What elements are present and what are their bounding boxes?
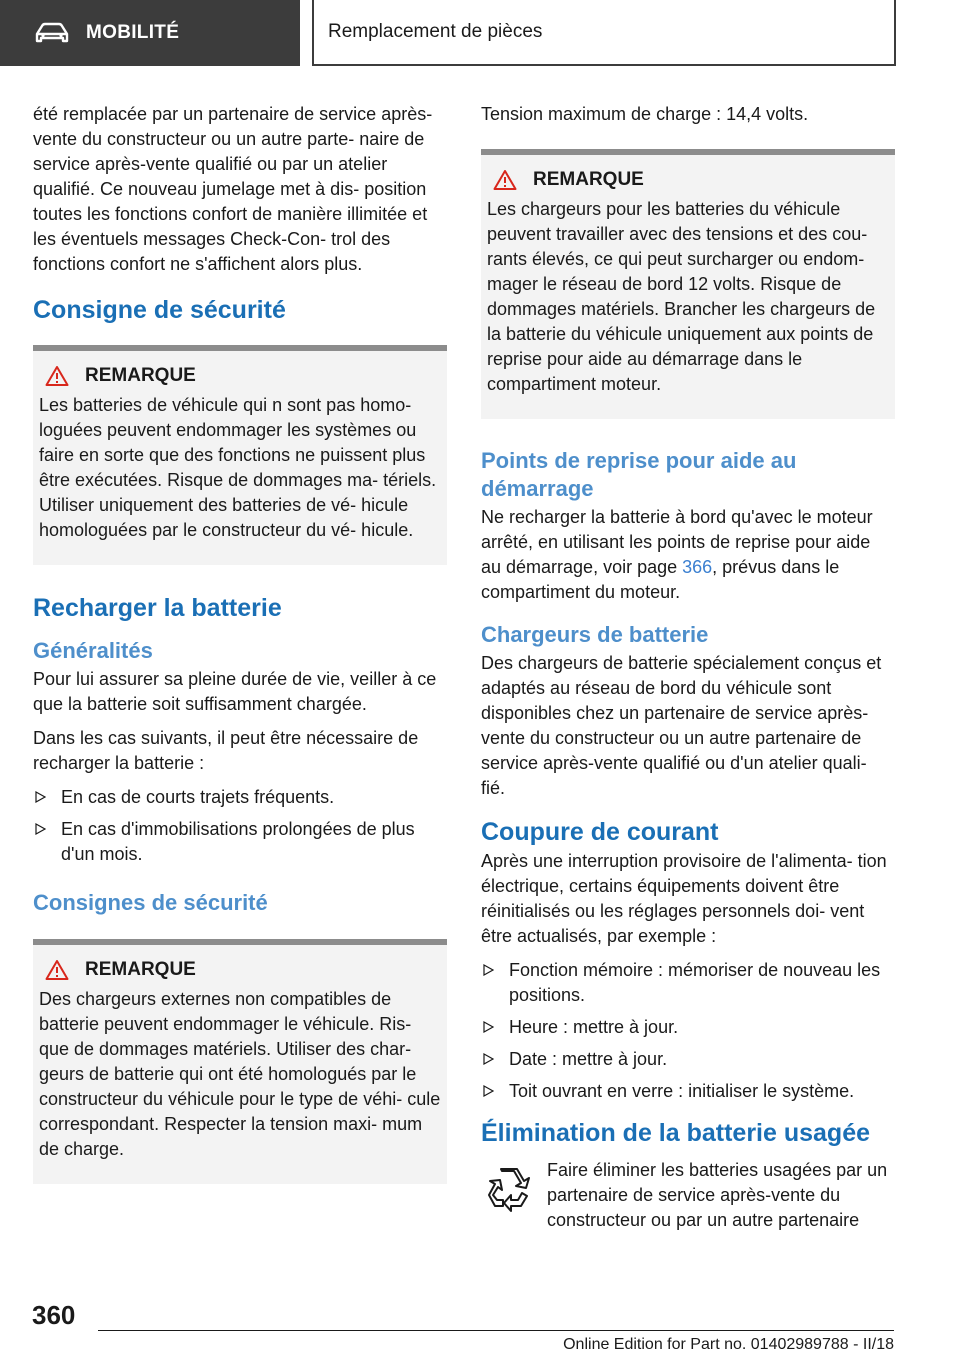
recycling-icon <box>481 1162 535 1216</box>
page-number: 360 <box>32 1300 76 1330</box>
triangle-bullet-icon <box>483 1021 494 1033</box>
triangle-bullet-icon <box>483 1053 494 1065</box>
page-reference-link[interactable]: 366 <box>682 557 713 577</box>
triangle-bullet-icon <box>483 1085 494 1097</box>
footer-divider <box>98 1330 894 1331</box>
section-label: MOBILITÉ <box>86 22 180 43</box>
warning-note-3 <box>481 149 895 419</box>
list-item: En cas d'immobilisations prolongées de plus d'un mois. <box>33 817 447 867</box>
triangle-bullet-icon <box>35 823 46 835</box>
right-column <box>481 102 895 1242</box>
heading-elimination: Élimination de la batterie usagée <box>481 1119 871 1147</box>
recycling-block <box>481 1158 895 1242</box>
note-text: Des chargeurs externes non compatibles de batterie peuvent endommager le véhicule. Ris- que de dommages matériels. Utiliser des char- geurs de batterie qui ont été homologués par le constructeur du véhicule pour le type de véhi- cule correspondant. Respecter la tension maxi- mum de charge. <box>39 989 441 1159</box>
warning-icon <box>45 959 69 981</box>
heading-recharger: Recharger la batterie <box>33 594 282 622</box>
car-icon <box>34 21 70 45</box>
list-item: En cas de courts trajets fréquents. <box>33 785 447 810</box>
generalites-paragraph-2: Dans les cas suivants, il peut être nécessaire de recharger la batterie : <box>33 728 419 773</box>
chargeurs-paragraph: Des chargeurs de batterie spécialement conçus et adaptés au réseau de bord du véhicule sont disponibles chez un partenaire de service après- vente du constructeur ou un autre partenaire de service après-vente qualifié ou d'un atelier quali- fié. <box>481 653 882 798</box>
list-item: Toit ouvrant en verre : initialiser le système. <box>481 1079 895 1104</box>
page-header <box>0 0 960 66</box>
points-paragraph: Ne recharger la batterie à bord qu'avec le moteur arrêté, en utilisant les points de reprise pour aide au démarrage, voir page 366, prévus dans le compartiment du moteur. <box>481 507 873 602</box>
note-title: REMARQUE <box>85 959 196 980</box>
heading-coupure: Coupure de courant <box>481 818 719 846</box>
recharge-cases-list <box>33 785 447 867</box>
coupure-paragraph: Après une interruption provisoire de l'alimenta- tion électrique, certains équipements doivent être réinitialisés ou les réglages personnels doi- vent être actualisés, par exemple : <box>481 851 887 946</box>
note-text: Les chargeurs pour les batteries du véhicule peuvent travailler avec des tensions et des cou- rants élevés, ce qui peut surcharger ou endom- mager le réseau de bord 12 volts. Risque de dommages matériels. Brancher les chargeurs de la batterie du véhicule uniquement aux points de reprise pour aide au démarrage dans le compartiment moteur. <box>487 199 876 394</box>
tension-paragraph: Tension maximum de charge : 14,4 volts. <box>481 104 809 124</box>
heading-chargeurs: Chargeurs de batterie <box>481 622 709 647</box>
warning-note-1 <box>33 345 447 565</box>
list-item: Heure : mettre à jour. <box>481 1015 895 1040</box>
note-title: REMARQUE <box>85 365 196 386</box>
heading-consignes-securite: Consignes de sécurité <box>33 890 268 915</box>
triangle-bullet-icon <box>483 964 494 976</box>
chapter-title: Remplacement de pièces <box>312 0 896 66</box>
edition-info: Online Edition for Part no. 01402989788 - II/18 <box>563 1336 894 1353</box>
warning-icon <box>493 169 517 191</box>
heading-points-reprise: Points de reprise pour aide au démarrage <box>481 448 797 501</box>
note-text: Les batteries de véhicule qui n sont pas homo- loguées peuvent endommager les systèmes ou faire en sorte que des fonctions ne puissent plus être exécutées. Risque de dommages ma- tériels. Utiliser uniquement des batteries de vé- hicule homologuées par le constructeur du vé- hicule. <box>39 395 437 540</box>
section-tab <box>0 0 300 66</box>
heading-generalites: Généralités <box>33 638 153 663</box>
elimination-paragraph: Faire éliminer les batteries usagées par un partenaire de service après-vente du constructeur ou par un autre partenaire <box>547 1160 888 1230</box>
intro-paragraph: été remplacée par un partenaire de service après-vente du constructeur ou un autre parte- naire de service après-vente qualifié ou par un atelier qualifié. Ce nouveau jumelage met à dis- position toutes les fonctions confort de manière illimitée et les éventuels messages Check-Con- trol des fonctions confort ne s'affichent alors plus. <box>33 104 433 274</box>
list-item: Fonction mémoire : mémoriser de nouveau les positions. <box>481 958 895 1008</box>
left-column <box>33 102 447 1184</box>
warning-note-2 <box>33 939 447 1184</box>
list-item: Date : mettre à jour. <box>481 1047 895 1072</box>
triangle-bullet-icon <box>35 791 46 803</box>
note-title: REMARQUE <box>533 169 644 190</box>
generalites-paragraph-1: Pour lui assurer sa pleine durée de vie, veiller à ce que la batterie soit suffisamment chargée. <box>33 669 437 714</box>
heading-consigne-securite: Consigne de sécurité <box>33 296 286 324</box>
reset-items-list <box>481 958 895 1104</box>
warning-icon <box>45 365 69 387</box>
